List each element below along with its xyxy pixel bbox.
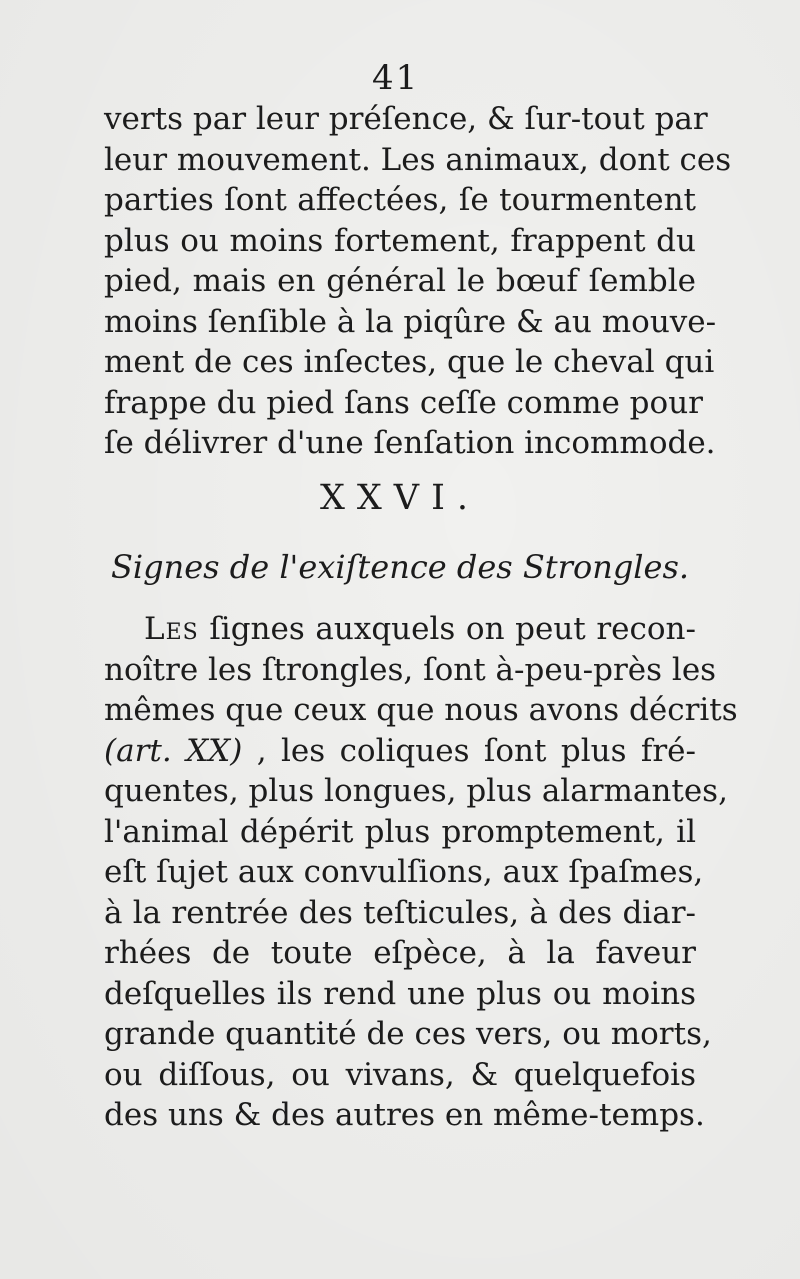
opening-word: Les [144,611,199,647]
text-line: frappe du pied ſans ceſſe comme pour [104,384,703,421]
page-number: 41 [372,58,420,98]
text-line: noître les ſtrongles, ſont à-peu-près les [104,651,717,688]
section-title: Signes de l'exiſtence des Strongles. [110,548,690,586]
text-line: quentes, plus longues, plus alarmantes, [104,773,728,809]
text-line: leur mouvement. Les animaux, dont ces [104,141,732,178]
text-line: deſquelles ils rend une plus ou moins [104,975,696,1012]
text-line: moins ſenſible à la piqûre & au mouve- [104,303,717,340]
text-line: l'animal dépérit plus promptement, il [104,813,696,850]
text-fragment: , les coliques ſont plus fré- [242,732,696,769]
text-line: parties ſont affectées, ſe tourmentent [104,182,696,218]
paragraph-section [104,609,738,1136]
text-line: des uns & des autres en même-temps. [104,1097,705,1133]
text-line [104,731,696,772]
section-number: XXVI. [319,478,481,518]
text-line: à la rentrée des teſticules, à des diar- [104,894,696,931]
text-line: rhées de toute eſpèce, à la faveur [104,935,696,971]
article-reference: (art. XX) [104,732,243,769]
paragraph-continued [104,99,732,464]
text-line: plus ou moins fortement, frappent du [104,222,696,259]
text-line: ou diſſous, ou vivans, & quelquefois [104,1056,696,1093]
text-line [104,609,696,650]
text-fragment: ſignes auxquels on peut recon- [198,611,696,647]
text-line: ment de ces inſectes, que le cheval qui [104,344,715,380]
text-line: pied, mais en général le bœuf ſemble [104,263,696,299]
text-line: mêmes que ceux que nous avons décrits [104,692,738,728]
text-line: eſt ſujet aux convulſions, aux ſpaſmes, [104,854,704,890]
text-line: grande quantité de ces vers, ou morts, [104,1016,712,1052]
text-line: ſe délivrer d'une ſenſation incommode. [104,425,716,461]
text-line: verts par leur préſence, & ſur-tout par [104,101,708,137]
